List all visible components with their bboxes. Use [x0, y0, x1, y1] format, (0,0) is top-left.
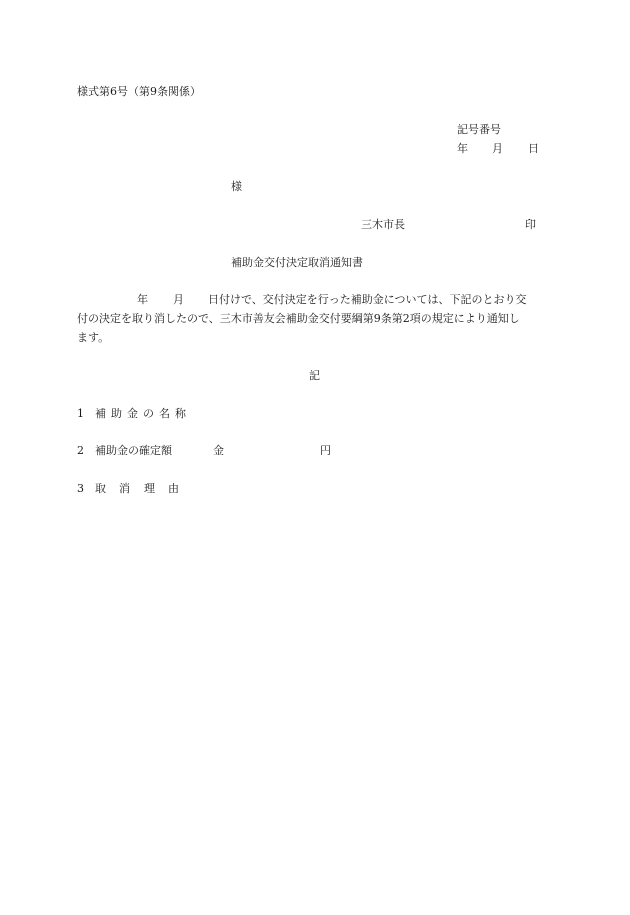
body-line3: ます。	[77, 331, 110, 344]
body-line1: 日付けで、交付決定を行った補助金については、下記のとおり交	[208, 293, 527, 306]
form-label: 様式第6号（第9条関係）	[77, 85, 201, 98]
issuer-name: 三木市長	[361, 218, 405, 231]
item-2-label: 補助金の確定額	[95, 444, 172, 457]
record-number-label: 記号番号	[457, 123, 501, 136]
item-1-label: 補 助 金 の 名 称	[95, 407, 186, 420]
item-3-label-char-1: 取	[95, 482, 106, 495]
body-month: 月	[173, 293, 184, 306]
item-2-unit: 円	[320, 444, 331, 457]
item-1-number: 1	[77, 407, 84, 420]
document-title: 補助金交付決定取消通知書	[231, 256, 363, 269]
addressee-suffix: 様	[231, 180, 242, 193]
seal-mark: 印	[525, 218, 536, 231]
item-2-number: 2	[77, 444, 84, 457]
item-3-label-char-2: 消	[119, 482, 130, 495]
note-heading: 記	[309, 369, 320, 382]
item-3-number: 3	[77, 482, 84, 495]
item-3-label-char-4: 由	[168, 482, 179, 495]
body-year: 年	[137, 293, 148, 306]
date-year-label: 年	[457, 142, 468, 155]
item-3-label-char-3: 理	[144, 482, 155, 495]
date-day-label: 日	[528, 142, 539, 155]
body-line2: 付の決定を取り消したので、三木市善友会補助金交付要綱第9条第2項の規定により通知し	[77, 312, 520, 325]
date-month-label: 月	[492, 142, 503, 155]
item-2-currency: 金	[213, 444, 224, 457]
